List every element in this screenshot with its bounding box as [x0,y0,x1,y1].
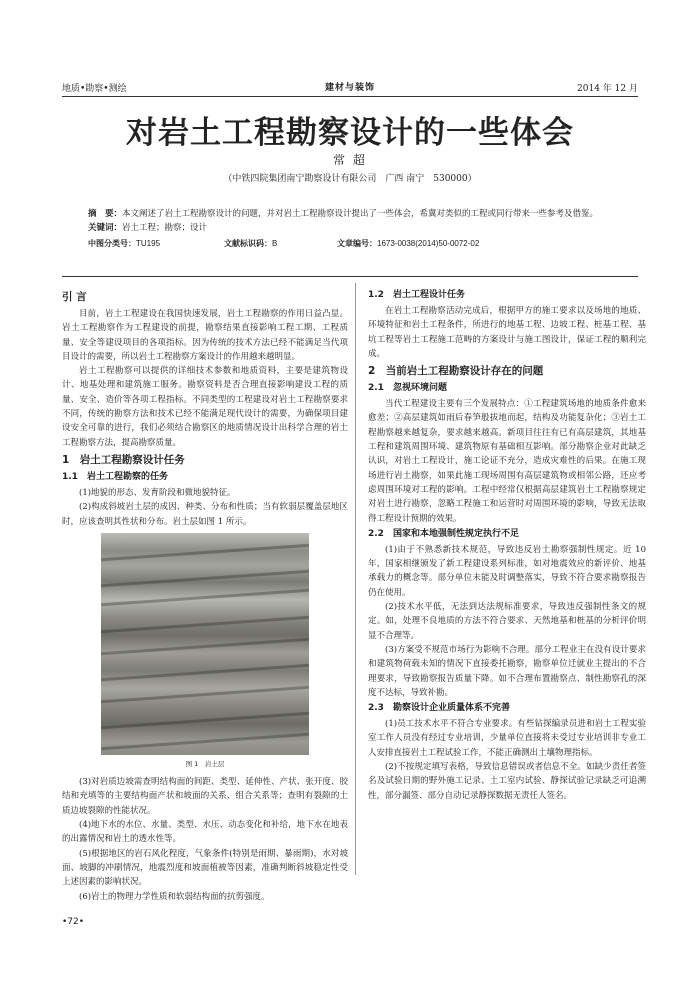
subsection-heading: 1.2 岩土工程设计任务 [368,290,465,300]
abstract [88,207,612,221]
right-column [368,287,646,803]
list-item: (5)根据地区的岩石风化程度，气象条件(特别是雨期、暴雨期)，水对坡面、坡脚的冲刷情况，地震烈度和坡面植被等因素，准确判断斜坡稳定性受上述因素的影响状况。 [62,848,348,888]
left-column [62,287,348,904]
paragraph: 在岩土工程勘察活动完成后，根据甲方的施工要求以及场地的地质、环境特征和岩土工程条件，所进行的地基工程、边坡工程、桩基工程、基坑工程等岩土工程施工范畴的方案设计与施工图设计，保证工程的顺利完成。 [368,306,646,359]
journal-name: 建材与装饰 [324,83,375,93]
list-item: (2)不按规定填写表格，导致信息错误或者信息不全。如缺少责任者签名及试验日期的野外施工记录、土工室内试验、静探试验记录缺乏可追溯性，部分漏签、部分自动记录静探数据无责任人签名。 [368,762,646,801]
list-item: (2)构成斜坡岩土层的成因、种类、分布和性质；当有软弱层覆盖层地区时，应该查明其性状和分布。岩土层如图 1 所示。 [62,502,348,527]
keywords-label: 关键词： [88,223,123,233]
list-item: (4)地下水的水位、水量、类型、水压、动态变化和补给，地下水在地表的出露情况和岩土的透水性等。 [62,820,348,845]
classification-row [88,237,612,251]
subsection-heading: 2.2 国家和本地强制性规定执行不足 [368,528,519,539]
list-item: (3)对岩质边坡需查明结构面的间距、类型、延伸性、产状、张开度、胶结和充填等的主要结构面产状和坡面的关系、组合关系等；查明有裂隙的土质边坡裂隙的性能状况。 [62,777,348,816]
list-item: (3)方案受不规范市场行为影响不合理。部分工程业主在没有设计要求和建筑物荷载未知的情况下直接委托勘察，勘察单位迁就业主提出的不合理要求，导致勘察报告质量下降。如不合理布置勘察点、制性勘察孔的深度不达标，导致补勘。 [368,644,646,698]
intro-heading: 引 言 [62,291,87,303]
header-rule [62,96,638,97]
issue-date: 2014 年 12 月 [577,84,638,94]
author: 常 超 [333,153,367,167]
abstract-block [88,207,612,251]
section-label: 地质•勘察•测绘 [62,84,127,94]
list-item: (2)技术水平低，无法到达法规标准要求，导致违反强制性条文的规定。如，处理不良地质的方法不符合要求、天然地基和桩基的分析评价明显不合理等。 [368,602,646,641]
subsection-heading: 2.1 忽视环境问题 [368,383,447,394]
list-item: (1)由于不熟悉新技术规范，导致违反岩土勘察强制性规定。近 10 年，国家相继颁发了新工程建设系列标准，如对地震效应的新评价、地基承载力的概念等。部分单位未能及时调整落实，导致不符合要求勘察报告仍在使用。 [368,544,646,598]
rock-strata-photo [101,533,309,755]
figure-caption: 图 1 岩土层 [185,759,225,768]
affiliation: （中铁四院集团南宁勘察设计有限公司 广西 南宁 530000） [223,174,477,184]
paragraph: 当代工程建设主要有三个发展特点：①工程建筑场地的地质条件愈来愈差；②高层建筑如雨后春笋般拔地而起，结构及功能复杂化；③岩土工程勘察越来越复杂，要求越来越高。新项目往往有已有高层建筑，其地基工程和建筑周围环境、建筑物原有基础相互影响。部分勘察企业对此缺乏认识，对岩土工程设计，施工论证不充分，造成灾难性的后果。在施工现场进行岩土勘察，如果此施工现场周围有高层建筑物或相邻公路，还应考虑周围环境对工程的影响。工程中经常仅根据高层建筑岩土工程勘察规定对岩土进行勘察，忽略工程施工和运营时对周围环境的影响，导致无法取得工程设计预期的效果。 [368,399,646,524]
doc-code-value: B [272,239,278,248]
running-head [62,80,638,96]
article-title: 对岩土工程勘察设计的一些体会 [126,115,574,151]
subsection-heading: 1.1 岩土工程勘察的任务 [62,471,168,482]
list-item: (1)地貌的形态、发育阶段和微地貌特征。 [79,487,236,498]
clc-value: TU195 [136,239,161,248]
column-divider [355,283,356,875]
paragraph: 岩土工程勘察可以提供的详细技术参数和地质资料，主要是建筑物设计、地基处理和建筑施工服务。勘察资料是否合理直接影响建设工程的质量、安全、造价等各项工程指标。不同类型的工程建设对岩土工程勘察要求不同，传统的勘察方法和技术已经不能满足现代设计的需要，为确保项目建设安全可靠的进行，我们必须结合勘察区的地质情况设计出科学合理的岩土工程勘察方法，提高勘察质量。 [62,366,348,448]
page-number: •72• [62,917,85,927]
keywords [88,221,612,235]
abstract-rule [62,276,638,277]
article-no-value: 1673-0038(2014)50-0072-02 [377,239,480,248]
keywords-text: 岩土工程；勘察；设计 [122,223,208,233]
subsection-heading: 2.3 勘察设计企业质量体系不完善 [368,703,510,714]
list-item: (6)岩土的物理力学性质和软弱结构面的抗剪强度。 [79,891,270,902]
doc-code-label: 文献标识码： [224,239,272,248]
clc-label: 中图分类号： [88,239,136,248]
list-item: (1)员工技术水平不符合专业要求。有些钻探编录员进和岩土工程实验室工作人员没有经过专业培训，少量单位直接将未受过专业培训非专业工人安排直接岩土工程试验工作，不能正确测出土壤物理指标。 [368,719,646,758]
abstract-label: 摘 要： [88,209,123,219]
article-no-label: 文章编号： [337,239,377,248]
section-heading: 2 当前岩土工程勘察设计存在的问题 [368,365,544,378]
abstract-text: 本文阐述了岩土工程勘察设计的问题，并对岩土工程勘察设计提出了一些体会，希冀对类似的工程或同行带来一些参考及借鉴。 [122,209,599,219]
section-heading: 1 岩土工程勘察设计任务 [62,453,185,466]
paragraph: 目前，岩土工程建设在我国快速发展，岩土工程勘察的作用日益凸显。岩土工程勘察作为工程建设的前提，勘察结果直接影响工程工期、工程质量、安全等建设项目的各项指标。因为传统的技术方法已经不能满足当代项目设计的需要，所以岩土工程勘察方案设计的作用越来越明显。 [62,309,348,362]
